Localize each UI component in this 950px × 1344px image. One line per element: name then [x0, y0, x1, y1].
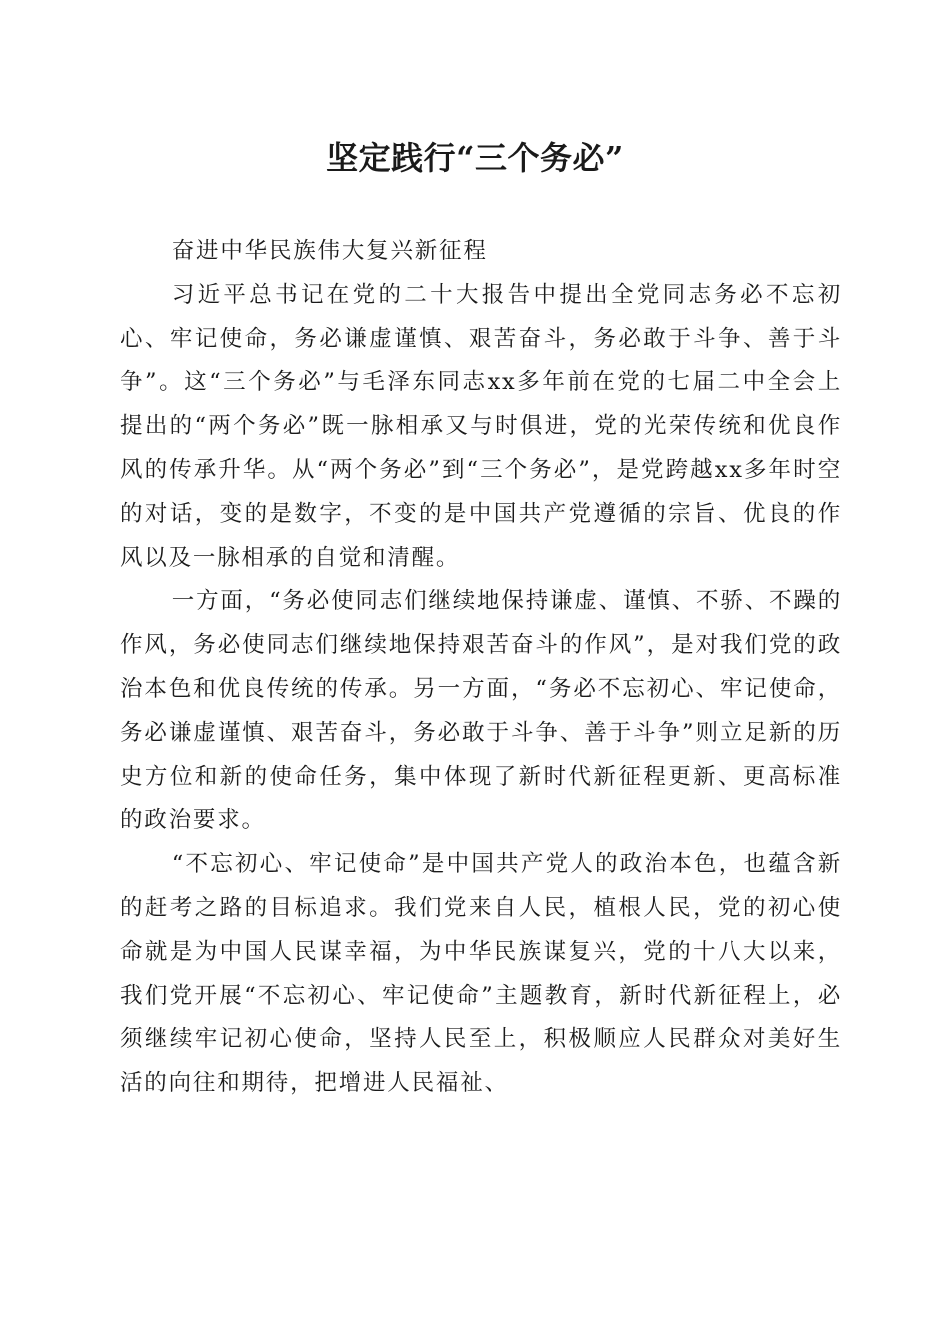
document-title: 坚定践行“三个务必” [326, 139, 624, 177]
paragraph-subtitle: 奋进中华民族伟大复兴新征程 [171, 238, 488, 264]
paragraph-1: 习近平总书记在党的二十大报告中提出全党同志务必不忘初心、牢记使命，务必谦虚谨慎、艰苦奋斗，务必敢于斗争、善于斗争”。这“三个务必”与毛泽东同志xx多年前在党的七届二中全会上提出的“两个务必”既一脉相承又与时俱进，党的光荣传统和优良作风的传承升华。从“两个务必”到“三个务必”，是党跨越xx多年时空的对话，变的是数字，不变的是中国共产党遵循的宗旨、优良的作风以及一脉相承的自觉和清醒。 [120, 281, 842, 571]
document-body [120, 230, 842, 1106]
paragraph-3: “不忘初心、牢记使命”是中国共产党人的政治本色，也蕴含新的赶考之路的目标追求。我们党来自人民，植根人民，党的初心使命就是为中国人民谋幸福，为中华民族谋复兴，党的十八大以来，我们党开展“不忘初心、牢记使命”主题教育，新时代新征程上，必须继续牢记初心使命，坚持人民至上，积极顺应人民群众对美好生活的向往和期待，把增进人民福祉、 [120, 851, 842, 1097]
paragraph-2: 一方面，“务必使同志们继续地保持谦虚、谨慎、不骄、不躁的作风，务必使同志们继续地保持艰苦奋斗的作风”，是对我们党的政治本色和优良传统的传承。另一方面，“务必不忘初心、牢记使命，务必谦虚谨慎、艰苦奋斗，务必敢于斗争、善于斗争”则立足新的历史方位和新的使命任务，集中体现了新时代新征程更新、更高标准的政治要求。 [120, 588, 842, 834]
